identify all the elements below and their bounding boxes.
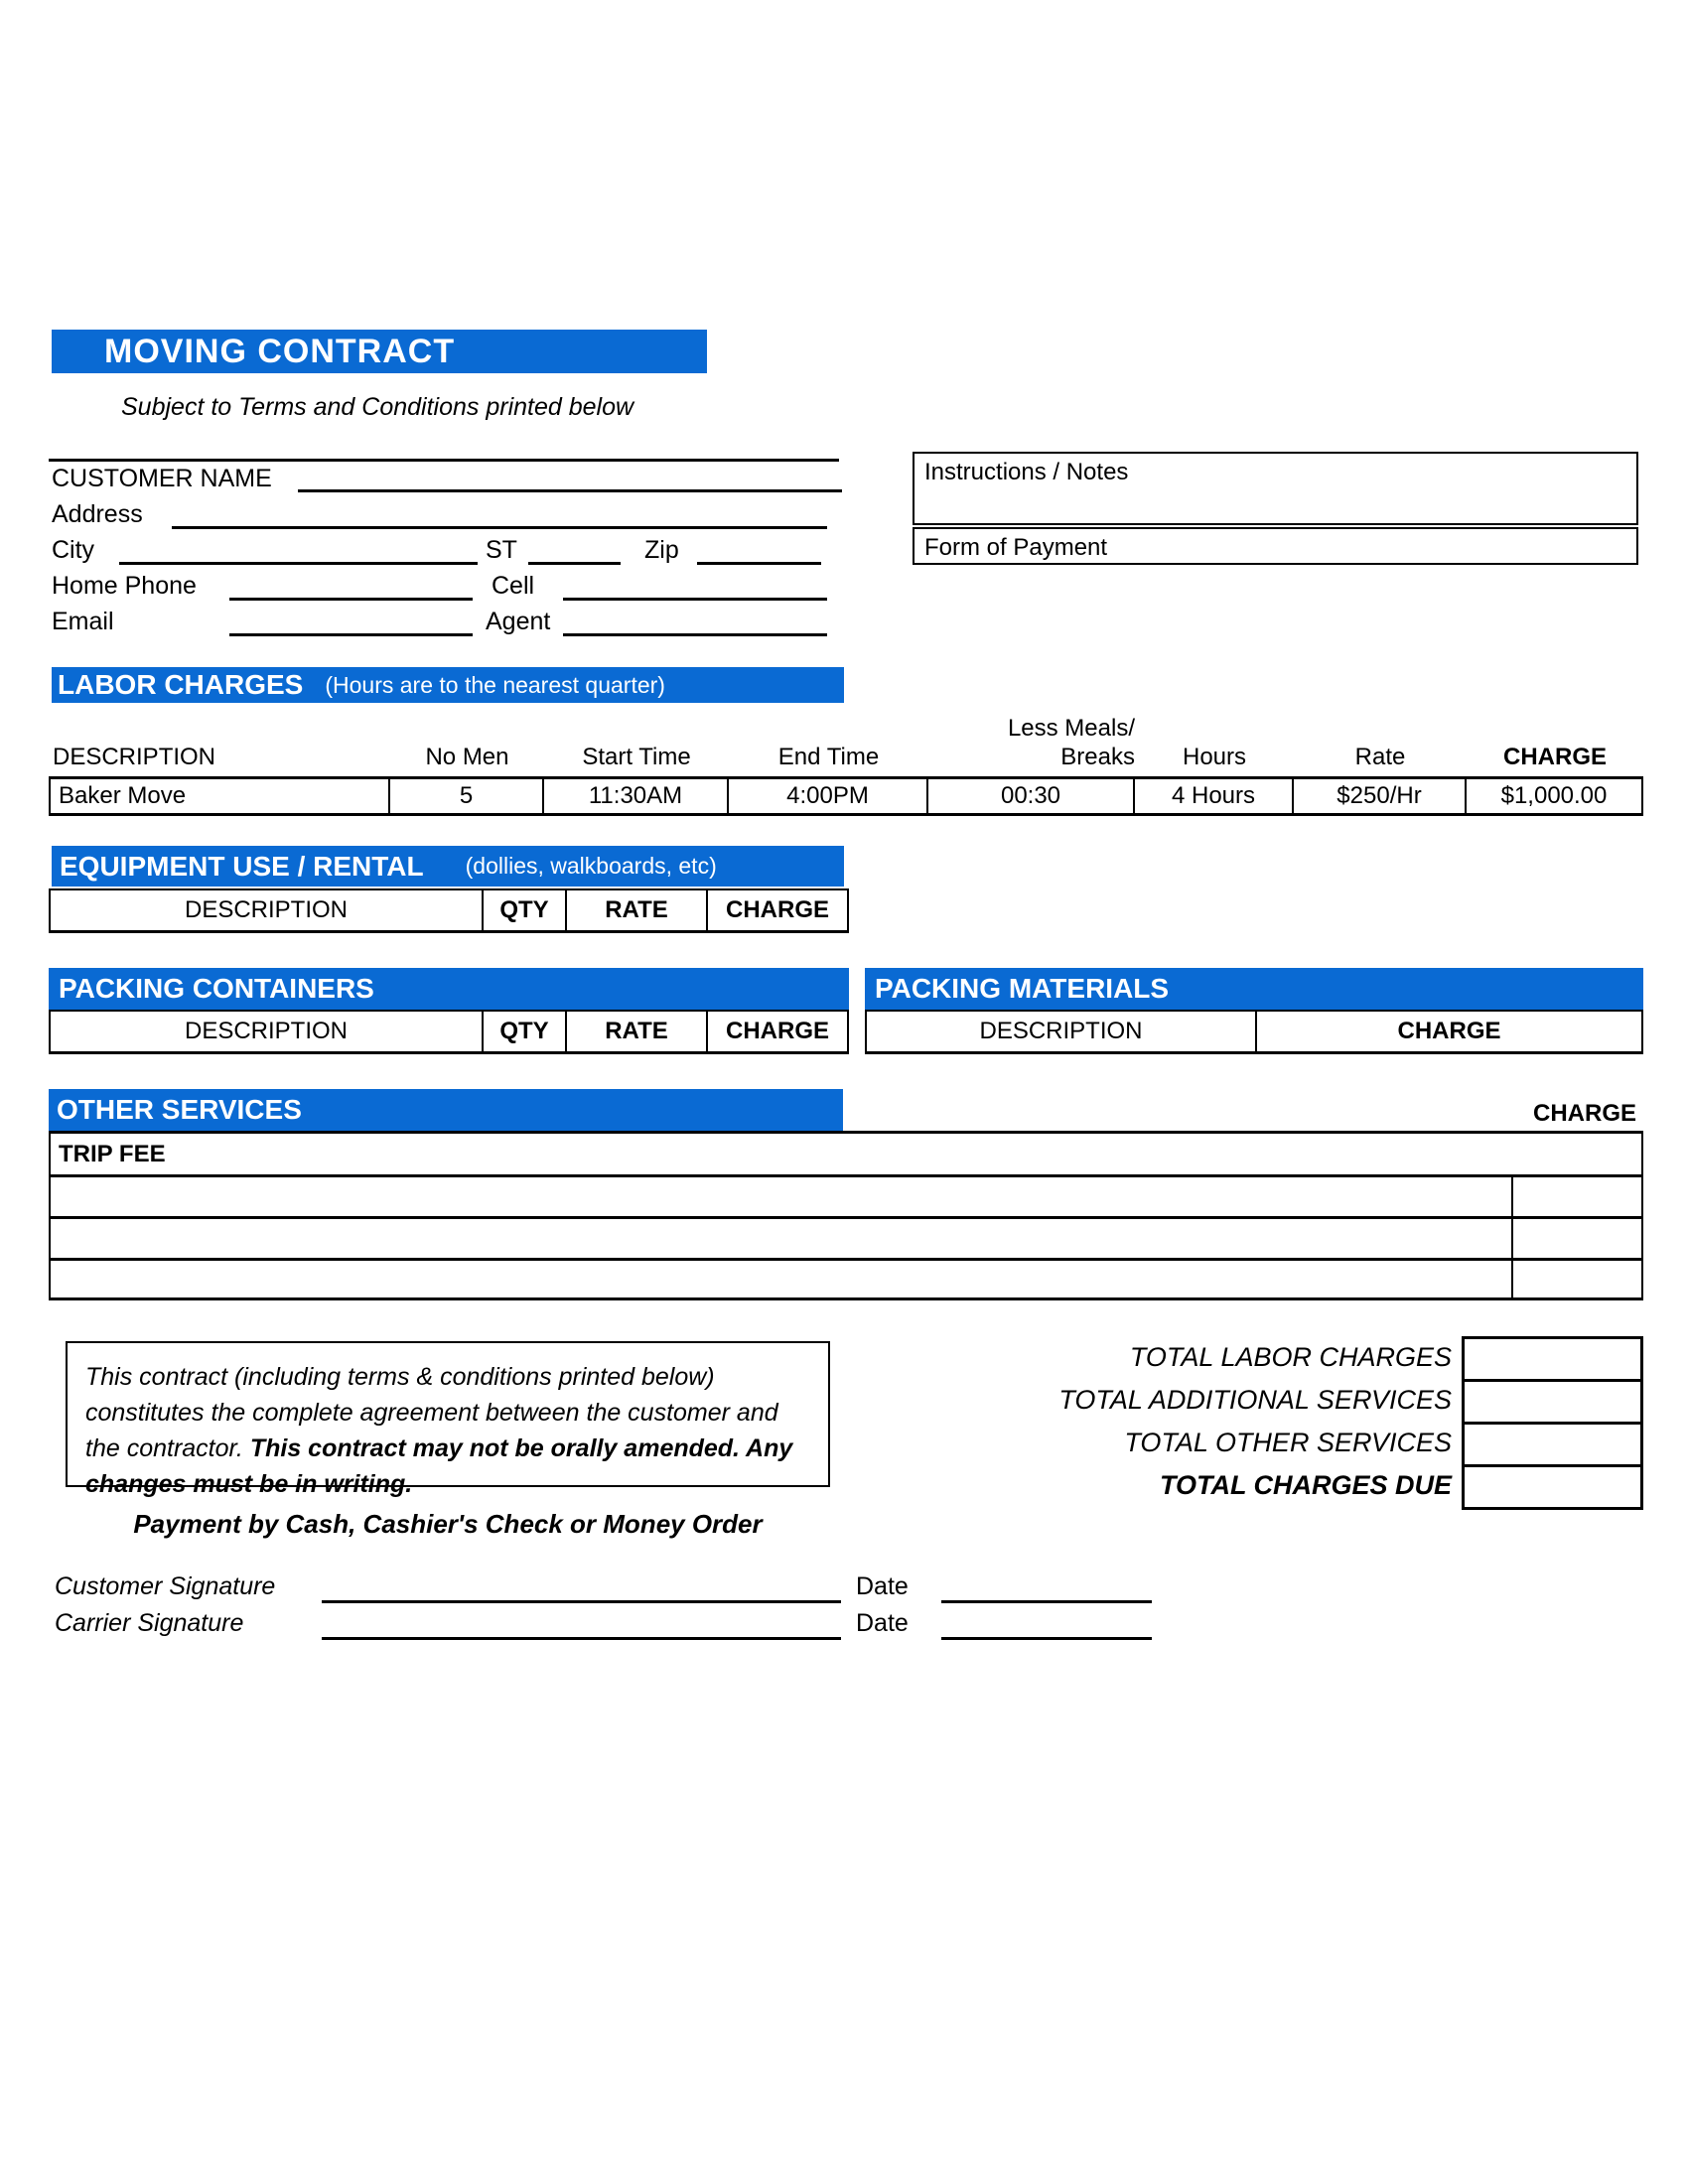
page-title: MOVING CONTRACT [104, 332, 456, 370]
total-other-services-label: TOTAL OTHER SERVICES [1124, 1428, 1452, 1457]
home-phone-label: Home Phone [52, 572, 197, 600]
trip-fee-label: TRIP FEE [59, 1140, 166, 1167]
state-label: ST [486, 536, 517, 564]
customer-signature-label: Customer Signature [55, 1572, 276, 1600]
packing-containers-header-qty: QTY [482, 1012, 565, 1051]
labor-header-less-meals-line1: Less Meals/ [1007, 715, 1135, 742]
equipment-note: (dollies, walkboards, etc) [465, 853, 717, 879]
total-other-services-box[interactable] [1462, 1422, 1643, 1467]
city-label: City [52, 536, 95, 564]
customer-section-top-rule [49, 459, 839, 462]
instructions-notes-box[interactable] [913, 452, 1638, 525]
packing-containers-bar [49, 968, 849, 1010]
other-services-row-3-charge[interactable] [1511, 1219, 1641, 1258]
zip-line[interactable] [697, 562, 821, 565]
labor-cell-description: Baker Move [59, 782, 187, 809]
packing-materials-header-description: DESCRIPTION [979, 1018, 1143, 1044]
labor-header-row [49, 707, 1643, 776]
page-subtitle: Subject to Terms and Conditions printed below [121, 393, 634, 421]
totals-labels [794, 1336, 1452, 1507]
labor-charges-title: LABOR CHARGES [58, 669, 304, 700]
packing-materials-title: PACKING MATERIALS [875, 973, 1170, 1004]
other-services-row-2[interactable] [51, 1177, 1641, 1219]
state-line[interactable] [528, 562, 621, 565]
equipment-bar [52, 846, 844, 887]
other-services-row-4[interactable] [51, 1261, 1641, 1297]
payment-method-note: Payment by Cash, Cashier's Check or Money Order [133, 1509, 763, 1539]
cell-line[interactable] [563, 598, 827, 601]
packing-containers-header-charge: CHARGE [706, 1012, 847, 1051]
form-of-payment-box[interactable] [913, 527, 1638, 565]
home-phone-line[interactable] [229, 598, 473, 601]
address-label: Address [52, 500, 143, 528]
packing-materials-header-row [865, 1010, 1643, 1054]
labor-header-charge: CHARGE [1502, 744, 1607, 770]
labor-header-less-meals [928, 707, 1135, 776]
total-labor-charges-label: TOTAL LABOR CHARGES [1129, 1342, 1452, 1372]
other-services-row-2-description[interactable] [51, 1177, 1511, 1216]
labor-charges-note: (Hours are to the nearest quarter) [325, 671, 665, 698]
customer-name-label: CUSTOMER NAME [52, 465, 272, 492]
other-services-charge-header: CHARGE [1532, 1100, 1636, 1127]
email-line[interactable] [229, 633, 473, 636]
labor-cell-hours: 4 Hours [1133, 779, 1292, 813]
labor-cell-start-time: 11:30AM [542, 779, 727, 813]
labor-charges-bar [52, 667, 844, 703]
equipment-title: EQUIPMENT USE / RENTAL [60, 850, 424, 882]
other-services-row-3-description[interactable] [51, 1219, 1511, 1258]
labor-header-end-time: End Time [777, 744, 880, 770]
carrier-signature-label: Carrier Signature [55, 1609, 244, 1637]
other-services-row-trip-fee[interactable] [51, 1134, 1641, 1177]
labor-header-less-meals-line2: Breaks [1060, 744, 1135, 770]
labor-cell-less-meals: 00:30 [926, 779, 1133, 813]
packing-containers-title: PACKING CONTAINERS [59, 973, 374, 1004]
labor-cell-no-men: 5 [388, 779, 542, 813]
labor-table-row [49, 776, 1643, 816]
packing-containers-header-rate: RATE [565, 1012, 706, 1051]
email-label: Email [52, 608, 114, 635]
other-services-title: OTHER SERVICES [57, 1094, 302, 1125]
other-services-row-2-charge[interactable] [1511, 1177, 1641, 1216]
cell-label: Cell [492, 572, 535, 600]
packing-materials-header-charge: CHARGE [1255, 1012, 1641, 1051]
carrier-signature-line[interactable] [322, 1637, 841, 1640]
customer-date-label: Date [856, 1572, 909, 1600]
totals-boxes [1462, 1336, 1643, 1510]
other-services-row-3[interactable] [51, 1219, 1641, 1261]
equipment-header-qty: QTY [482, 890, 565, 930]
customer-name-line[interactable] [298, 489, 842, 492]
total-charges-due-box[interactable] [1462, 1464, 1643, 1510]
other-services-table [49, 1131, 1643, 1300]
labor-header-hours: Hours [1182, 744, 1247, 770]
customer-date-line[interactable] [941, 1600, 1152, 1603]
form-of-payment-label: Form of Payment [924, 534, 1108, 561]
agent-line[interactable] [563, 633, 827, 636]
total-additional-services-label: TOTAL ADDITIONAL SERVICES [1058, 1385, 1452, 1415]
total-charges-due-label: TOTAL CHARGES DUE [1159, 1470, 1452, 1500]
agreement-box [66, 1341, 830, 1498]
other-services-bar [49, 1089, 843, 1131]
other-services-row-4-charge[interactable] [1511, 1261, 1641, 1297]
total-additional-services-box[interactable] [1462, 1379, 1643, 1425]
labor-cell-end-time: 4:00PM [727, 779, 926, 813]
city-line[interactable] [119, 562, 478, 565]
agent-label: Agent [486, 608, 551, 635]
labor-cell-rate: $250/Hr [1292, 779, 1465, 813]
zip-label: Zip [644, 536, 679, 564]
customer-signature-line[interactable] [322, 1600, 841, 1603]
agreement-text-bold: This contract may not be orally amended. Any changes must be in writing. [85, 1434, 793, 1498]
address-line[interactable] [172, 526, 827, 529]
equipment-header-description: DESCRIPTION [184, 896, 348, 923]
packing-containers-header-description: DESCRIPTION [184, 1018, 348, 1044]
labor-header-no-men: No Men [425, 744, 509, 770]
other-services-row-4-description[interactable] [51, 1261, 1511, 1297]
instructions-notes-label: Instructions / Notes [924, 459, 1129, 485]
carrier-date-label: Date [856, 1609, 909, 1637]
labor-header-rate: Rate [1354, 744, 1406, 770]
labor-cell-charge: $1,000.00 [1465, 779, 1641, 813]
agreement-text-regular: This contract (including terms & conditions printed below) constitutes the complete agreement between the customer and the contractor. [85, 1363, 778, 1462]
labor-header-start-time: Start Time [582, 744, 691, 770]
packing-materials-bar [865, 968, 1643, 1010]
labor-header-description: DESCRIPTION [53, 744, 216, 770]
equipment-header-rate: RATE [565, 890, 706, 930]
title-bar [52, 330, 707, 373]
packing-containers-header-row [49, 1010, 849, 1054]
equipment-header-charge: CHARGE [706, 890, 847, 930]
carrier-date-line[interactable] [941, 1637, 1152, 1640]
total-labor-charges-box[interactable] [1462, 1336, 1643, 1382]
equipment-header-row [49, 888, 849, 933]
